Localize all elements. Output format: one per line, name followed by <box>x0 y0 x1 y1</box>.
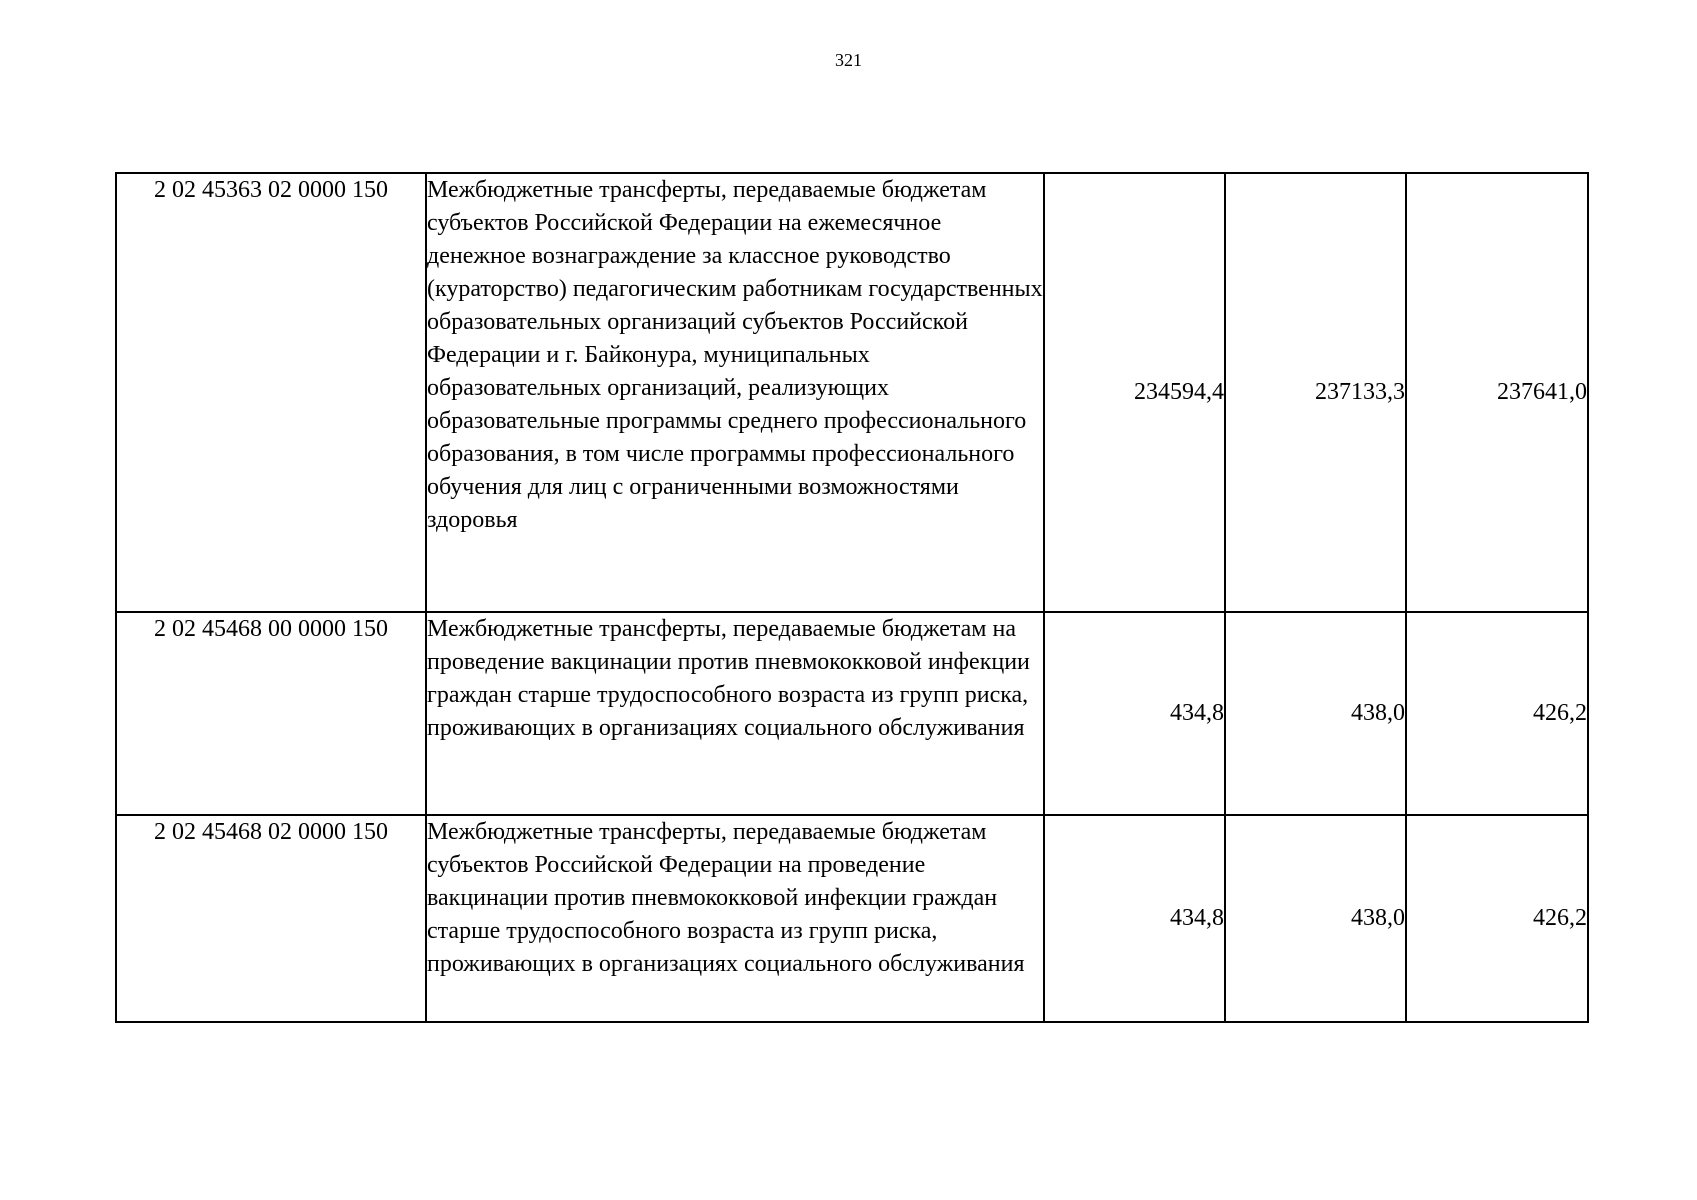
amount-year-2-cell: 237133,3 <box>1225 173 1406 612</box>
budget-code-cell: 2 02 45363 02 0000 150 <box>116 173 426 612</box>
budget-code-cell: 2 02 45468 02 0000 150 <box>116 815 426 1022</box>
description-cell: Межбюджетные трансферты, передаваемые бюджетам на проведение вакцинации против пневмококковой инфекции граждан старше трудоспособного возраста из групп риска, проживающих в организациях социального обслуживания <box>426 612 1044 815</box>
amount-year-1-cell: 234594,4 <box>1044 173 1225 612</box>
amount-year-2-cell: 438,0 <box>1225 815 1406 1022</box>
amount-year-3-cell: 237641,0 <box>1406 173 1588 612</box>
budget-revenue-table <box>115 172 1589 1023</box>
description-cell: Межбюджетные трансферты, передаваемые бюджетам субъектов Российской Федерации на проведение вакцинации против пневмококковой инфекции граждан старше трудоспособного возраста из групп риска, проживающих в организациях социального обслуживания <box>426 815 1044 1022</box>
budget-code-cell: 2 02 45468 00 0000 150 <box>116 612 426 815</box>
page-number: 321 <box>835 50 862 70</box>
table-row <box>116 612 1588 815</box>
amount-year-2-cell: 438,0 <box>1225 612 1406 815</box>
amount-year-1-cell: 434,8 <box>1044 815 1225 1022</box>
table-row <box>116 815 1588 1022</box>
description-cell: Межбюджетные трансферты, передаваемые бюджетам субъектов Российской Федерации на ежемесячное денежное вознаграждение за классное руководство (кураторство) педагогическим работникам государственных образовательных организаций субъектов Российской Федерации и г. Байконура, муниципальных образовательных организаций, реализующих образовательные программы среднего профессионального образования, в том числе программы профессионального обучения для лиц с ограниченными возможностями здоровья <box>426 173 1044 612</box>
amount-year-3-cell: 426,2 <box>1406 612 1588 815</box>
table-row <box>116 173 1588 612</box>
amount-year-1-cell: 434,8 <box>1044 612 1225 815</box>
amount-year-3-cell: 426,2 <box>1406 815 1588 1022</box>
